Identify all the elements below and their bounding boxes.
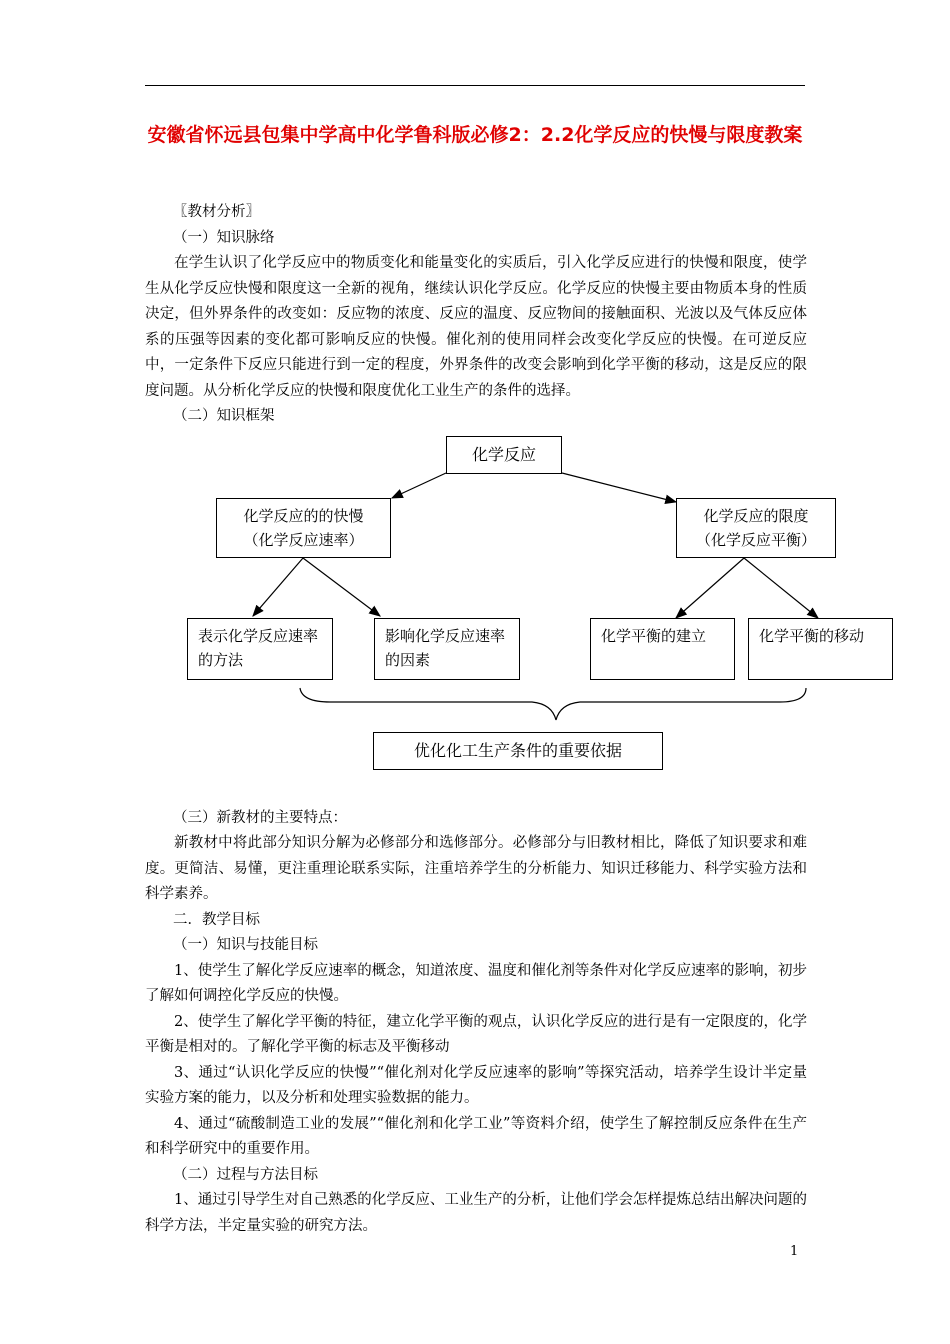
equilibrium-shift-node — [748, 618, 893, 680]
process-item-1: 1、通过引导学生对自己熟悉的化学反应、工业生产的分析，让他们学会怎样提炼总结出解决问题的科学方法，半定量实验的研究方法。 — [145, 1192, 807, 1234]
header-rule — [145, 85, 805, 86]
optimization-label: 优化化工生产条件的重要依据 — [413, 740, 622, 760]
process-heading: （二）过程与方法目标 — [173, 1166, 318, 1183]
root-node — [446, 436, 562, 474]
grouping-brace — [300, 688, 806, 720]
arrow-left-to-leaf2 — [303, 558, 380, 616]
equilibrium-establish-label: 化学平衡的建立 — [601, 626, 707, 645]
rate-expression-label: 表示化学反应速率的方法 — [198, 626, 319, 669]
rate-node-line1: 化学反应的的快慢 — [243, 506, 364, 525]
arrow-right-to-leaf4 — [744, 558, 818, 618]
rate-expression-node — [187, 618, 333, 680]
skills-item-3: 3、通过“认识化学反应的快慢”“催化剂对化学反应速率的影响”等探究活动，培养学生设计半定量实验方案的能力，以及分析和处理实验数据的能力。 — [145, 1064, 807, 1106]
arrow-left-to-leaf1 — [253, 558, 303, 616]
root-node-label: 化学反应 — [471, 444, 536, 464]
goals-heading: 二．教学目标 — [173, 911, 260, 928]
limit-node — [676, 498, 836, 558]
rate-factors-node — [374, 618, 520, 680]
features-heading: （三）新教材的主要特点： — [173, 809, 347, 826]
rate-node-line2: （化学反应速率） — [243, 530, 364, 549]
limit-node-line1: 化学反应的限度 — [703, 506, 809, 525]
analysis-heading: 〖教材分析〗 — [173, 204, 260, 220]
arrow-root-to-left — [392, 473, 446, 498]
skills-item-4: 4、通过“硫酸制造工业的发展”“催化剂和化学工业”等资料介绍，使学生了解控制反应条件在生产和科学研究中的重要作用。 — [145, 1115, 807, 1157]
framework-heading: （二）知识框架 — [173, 408, 275, 424]
knowledge-framework-diagram — [0, 430, 950, 806]
optimization-node — [373, 732, 663, 770]
document-body — [145, 200, 865, 1239]
page-number: 1 — [790, 1244, 799, 1259]
knowledge-context-heading: （一）知识脉络 — [173, 229, 275, 246]
rate-node — [216, 498, 391, 558]
features-paragraph: 新教材中将此部分知识分解为必修部分和选修部分。必修部分与旧教材相比，降低了知识要求和难度。更简洁、易懂，更注重理论联系实际，注重培养学生的分析能力、知识迁移能力、科学实验方法和科学素养。 — [145, 835, 807, 902]
document-title: 安徽省怀远县包集中学高中化学鲁科版必修2：2.2化学反应的快慢与限度教案 — [147, 124, 803, 146]
knowledge-context-paragraph: 在学生认识了化学反应中的物质变化和能量变化的实质后，引入化学反应进行的快慢和限度，使学生从化学反应快慢和限度这一全新的视角，继续认识化学反应。化学反应的快慢主要由物质本身的性质决定，但外界条件的改变如：反应物的浓度、反应的温度、反应物间的接触面积、光波以及气体反应体系的压强等因素的变化都可影响反应的快慢。催化剂的使用同样会改变化学反应的快慢。在可逆反应中，一定条件下反应只能进行到一定的程度，外界条件的改变会影响到化学平衡的移动，这是反应的限度问题。从分析化学反应的快慢和限度优化工业生产的条件的选择。 — [145, 255, 807, 399]
arrow-root-to-right — [562, 473, 676, 502]
skills-item-1: 1、使学生了解化学反应速率的概念，知道浓度、温度和催化剂等条件对化学反应速率的影响，初步了解如何调控化学反应的快慢。 — [145, 962, 807, 1004]
rate-factors-label: 影响化学反应速率的因素 — [385, 626, 506, 669]
equilibrium-establish-node — [590, 618, 735, 680]
skills-item-2: 2、使学生了解化学平衡的特征，建立化学平衡的观点，认识化学反应的进行是有一定限度的，化学平衡是相对的。了解化学平衡的标志及平衡移动 — [145, 1013, 807, 1055]
skills-heading: （一）知识与技能目标 — [173, 937, 318, 953]
arrow-right-to-leaf3 — [676, 558, 744, 618]
equilibrium-shift-label: 化学平衡的移动 — [759, 626, 865, 645]
limit-node-line2: （化学反应平衡） — [695, 530, 816, 549]
